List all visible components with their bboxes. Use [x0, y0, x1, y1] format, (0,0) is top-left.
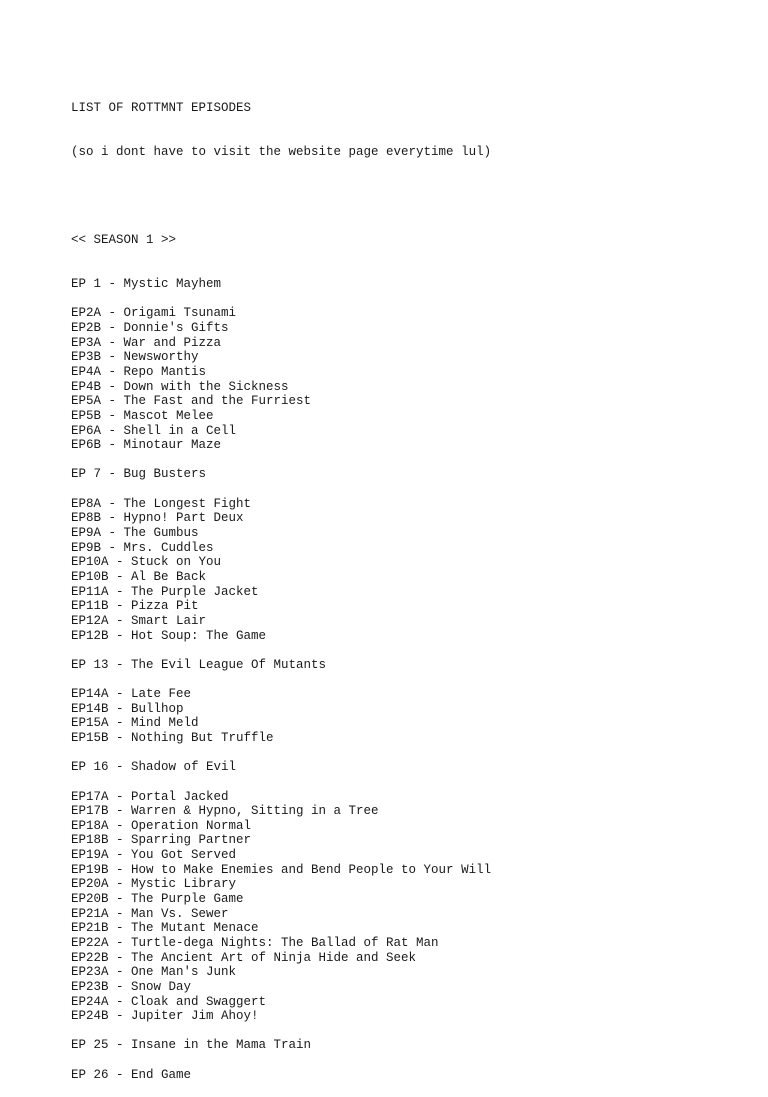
blank-line — [71, 746, 751, 761]
episode-line: EP14A - Late Fee — [71, 687, 192, 702]
episode-line: EP2B - Donnie's Gifts — [71, 321, 229, 336]
episode-line: EP21A - Man Vs. Sewer — [71, 906, 229, 921]
episode-line: EP4A - Repo Mantis — [71, 364, 207, 379]
blank-line — [71, 1024, 751, 1039]
episode-line: EP5A - The Fast and the Furriest — [71, 394, 312, 409]
episode-line: EP6B - Minotaur Maze — [71, 438, 222, 453]
episode-line: EP12A - Smart Lair — [71, 613, 207, 628]
episode-line: EP11B - Pizza Pit — [71, 599, 199, 614]
episode-line: EP4B - Down with the Sickness — [71, 379, 289, 394]
blank-line — [71, 1053, 751, 1068]
blank-line — [71, 453, 751, 468]
episode-line: EP20A - Mystic Library — [71, 877, 237, 892]
episode-line: EP21B - The Mutant Menace — [71, 921, 259, 936]
episode-line: EP24A - Cloak and Swaggert — [71, 994, 267, 1009]
episode-line: EP9B - Mrs. Cuddles — [71, 540, 214, 555]
episode-full-line: EP 1 - Mystic Mayhem — [71, 277, 222, 292]
blank-line — [71, 482, 751, 497]
season-heading: << SEASON 1 >> — [71, 233, 177, 248]
episode-line: EP10A - Stuck on You — [71, 555, 222, 570]
episode-line: EP23A - One Man's Junk — [71, 965, 237, 980]
episode-line: EP9A - The Gumbus — [71, 526, 199, 541]
episode-line: EP22A - Turtle-dega Nights: The Ballad of Rat Man — [71, 935, 439, 950]
episode-line: EP23B - Snow Day — [71, 979, 192, 994]
blank-line — [71, 775, 751, 790]
episode-line: EP8B - Hypno! Part Deux — [71, 511, 244, 526]
episode-line: EP19A - You Got Served — [71, 848, 237, 863]
episode-full-line: EP 7 - Bug Busters — [71, 467, 207, 482]
blank-line — [71, 672, 751, 687]
episode-list — [71, 277, 751, 1082]
episode-full-line: EP 13 - The Evil League Of Mutants — [71, 657, 327, 672]
episode-line: EP3B - Newsworthy — [71, 350, 199, 365]
episode-full-line: EP 26 - End Game — [71, 1067, 192, 1082]
episode-line: EP22B - The Ancient Art of Ninja Hide and Seek — [71, 950, 417, 965]
episode-line: EP18B - Sparring Partner — [71, 833, 252, 848]
episode-line: EP17A - Portal Jacked — [71, 789, 229, 804]
episode-full-line: EP 16 - Shadow of Evil — [71, 760, 237, 775]
episode-line: EP18A - Operation Normal — [71, 818, 252, 833]
blank-line — [71, 292, 751, 307]
episode-line: EP6A - Shell in a Cell — [71, 423, 237, 438]
episode-full-line: EP 25 - Insane in the Mama Train — [71, 1038, 312, 1053]
episode-line: EP2A - Origami Tsunami — [71, 306, 237, 321]
episode-line: EP19B - How to Make Enemies and Bend People to Your Will — [71, 862, 492, 877]
episode-line: EP15B - Nothing But Truffle — [71, 730, 274, 745]
document-page — [71, 72, 751, 1097]
episode-line: EP5B - Mascot Melee — [71, 408, 214, 423]
document-title: LIST OF ROTTMNT EPISODES — [71, 101, 252, 116]
episode-line: EP17B - Warren & Hypno, Sitting in a Tree — [71, 804, 379, 819]
document-subtitle: (so i dont have to visit the website page everytime lul) — [71, 145, 492, 160]
episode-line: EP12B - Hot Soup: The Game — [71, 628, 267, 643]
episode-line: EP14B - Bullhop — [71, 701, 184, 716]
episode-line: EP8A - The Longest Fight — [71, 496, 252, 511]
episode-line: EP11A - The Purple Jacket — [71, 584, 259, 599]
blank-line — [71, 643, 751, 658]
blank-line — [71, 189, 751, 204]
episode-line: EP20B - The Purple Game — [71, 892, 244, 907]
episode-line: EP24B - Jupiter Jim Ahoy! — [71, 1009, 259, 1024]
episode-line: EP3A - War and Pizza — [71, 335, 222, 350]
episode-line: EP15A - Mind Meld — [71, 716, 199, 731]
episode-line: EP10B - Al Be Back — [71, 569, 207, 584]
